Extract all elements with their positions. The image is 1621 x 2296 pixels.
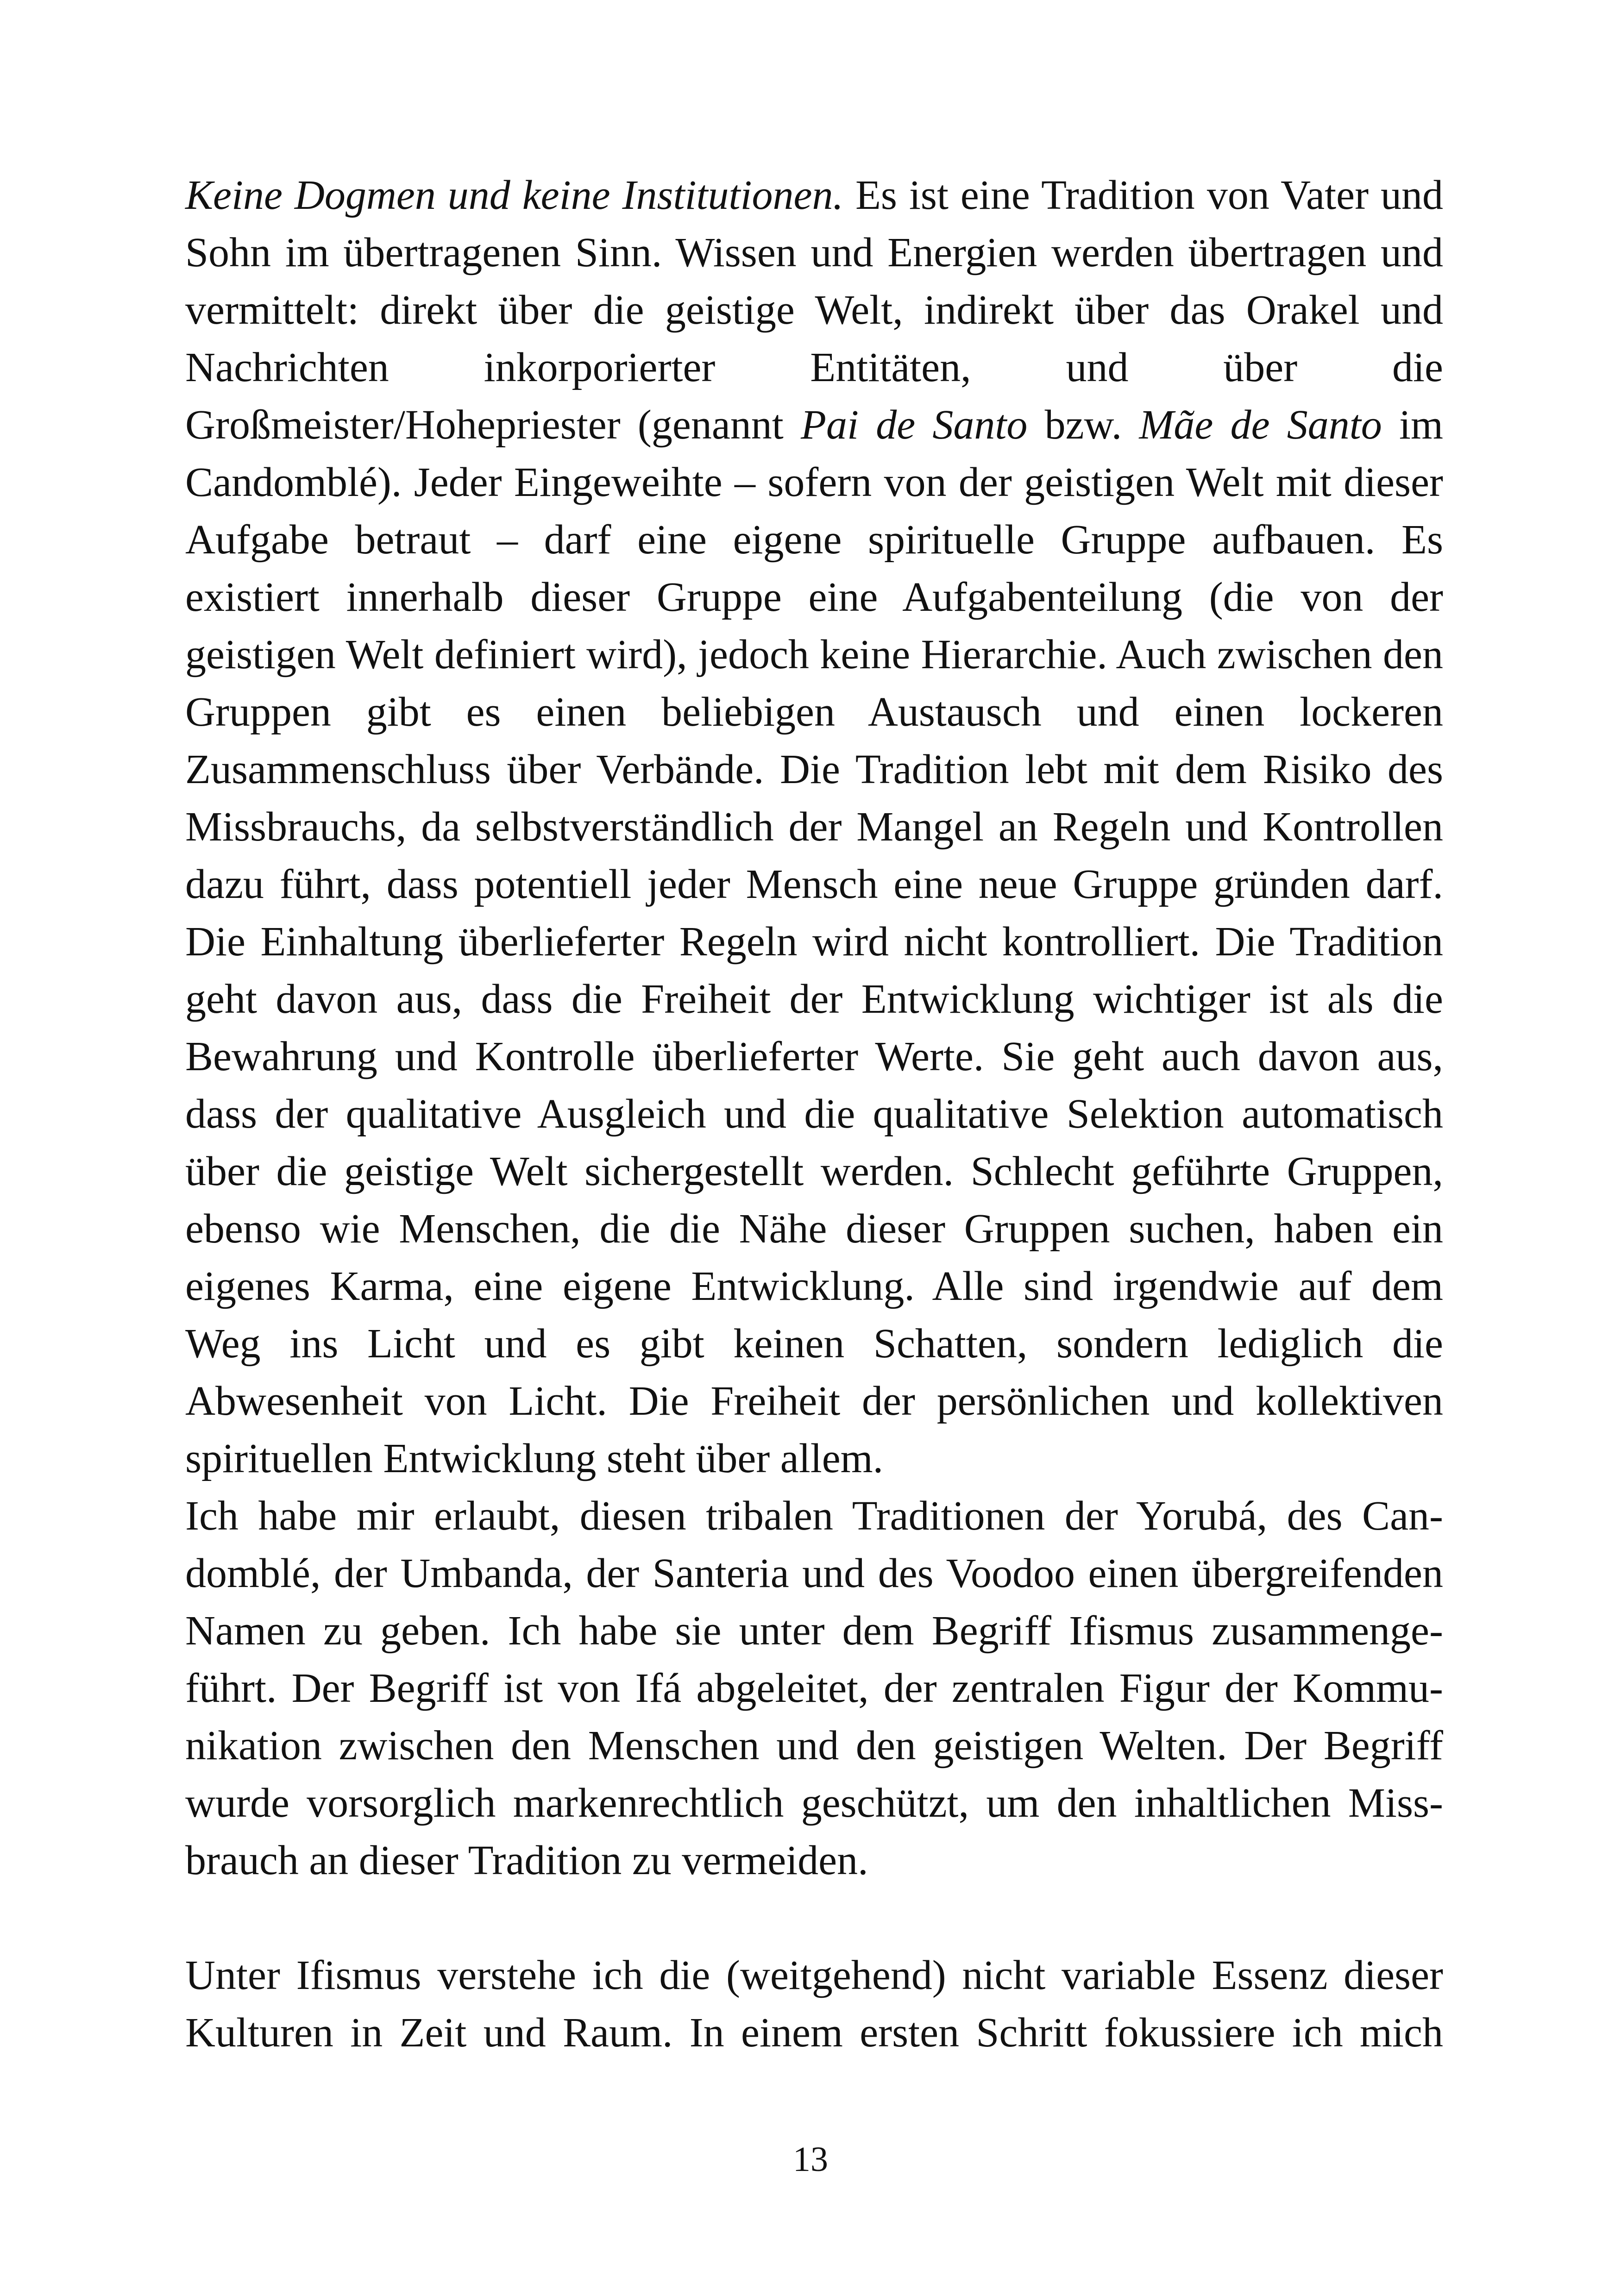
italic-phrase: Keine Dogmen und keine Institutionen.: [185, 172, 843, 218]
text-run: Ich habe mir erlaubt, diesen tribalen Traditionen der Yorubá, des Candomblé, der Umbanda, der Santeria und des Voodoo einen übergreifenden Namen zu geben. Ich habe sie unter dem Begriff Ifismus zusammengeführt. Der Begriff ist von Ifá abgeleitet, der zentralen Figur der Kommunikation zwischen den Menschen und den geistigen Welten. Der Begriff wurde vorsorglich markenrechtlich geschützt, um den inhaltlichen Missbrauch an dieser Tradition zu vermeiden.: [185, 1493, 1443, 1883]
text-run: Unter Ifismus verstehe ich die (weitgehend) nicht variable Essenz dieser Kulturen in Zeit und Raum. In einem ersten Schritt fokussiere ich mich: [185, 1952, 1443, 2056]
paragraph-text: [185, 167, 1443, 1487]
italic-term-mae-de-santo: Mãe de Santo: [1139, 402, 1382, 448]
paragraph-text: [185, 1487, 1443, 1889]
text-run: im Candomblé). Jeder Eingeweihte – sofern von der geistigen Welt mit dieser Aufgabe betraut – darf eine eigene spirituelle Gruppe aufbauen. Es existiert innerhalb dieser Gruppe eine Aufgabenteilung (die von der geistigen Welt definiert wird), jedoch keine Hierarchie. Auch zwischen den Gruppen gibt es einen beliebigen Austausch und einen lockeren Zusammenschluss über Verbände. Die Tradition lebt mit dem Risiko des Missbrauchs, da selbstverständlich der Mangel an Regeln und Kontrollen dazu führt, dass potentiell jeder Mensch eine neue Gruppe gründen darf. Die Einhaltung überlieferter Regeln wird nicht kontrolliert. Die Tradition geht davon aus, dass die Freiheit der Entwicklung wichtiger ist als die Bewahrung und Kontrolle überlieferter Werte. Sie geht auch davon aus, dass der qualitative Ausgleich und die qualitative Selektion automatisch über die geistige Welt sichergestellt werden. Schlecht geführte Gruppen, ebenso wie Menschen, die die Nähe dieser Gruppen suchen, haben ein eigenes Karma, eine eigene Entwicklung. Alle sind irgendwie auf dem Weg ins Licht und es gibt keinen Schatten, sondern lediglich die Abwesenheit von Licht. Die Freiheit der persönlichen und kollektiven spirituellen Entwicklung steht über allem.: [185, 402, 1443, 1481]
page-number: 13: [793, 2140, 828, 2179]
body-paragraph-1: [185, 167, 1443, 1487]
paragraph-text: [185, 1947, 1443, 2062]
text-run: Es ist eine Tradition von Vater und Sohn im übertragenen Sinn. Wissen und Energien werden übertragen und vermittelt: direkt über die geistige Welt, indirekt über das Orakel und Nachrichten inkorporierter Entitäten, und über die Großmeister/Hohepriester (genannt: [185, 172, 1443, 448]
text-run: bzw.: [1027, 402, 1139, 448]
italic-term-pai-de-santo: Pai de Santo: [801, 402, 1028, 448]
body-paragraph-2: [185, 1487, 1443, 1889]
body-paragraph-3: [185, 1947, 1443, 2062]
